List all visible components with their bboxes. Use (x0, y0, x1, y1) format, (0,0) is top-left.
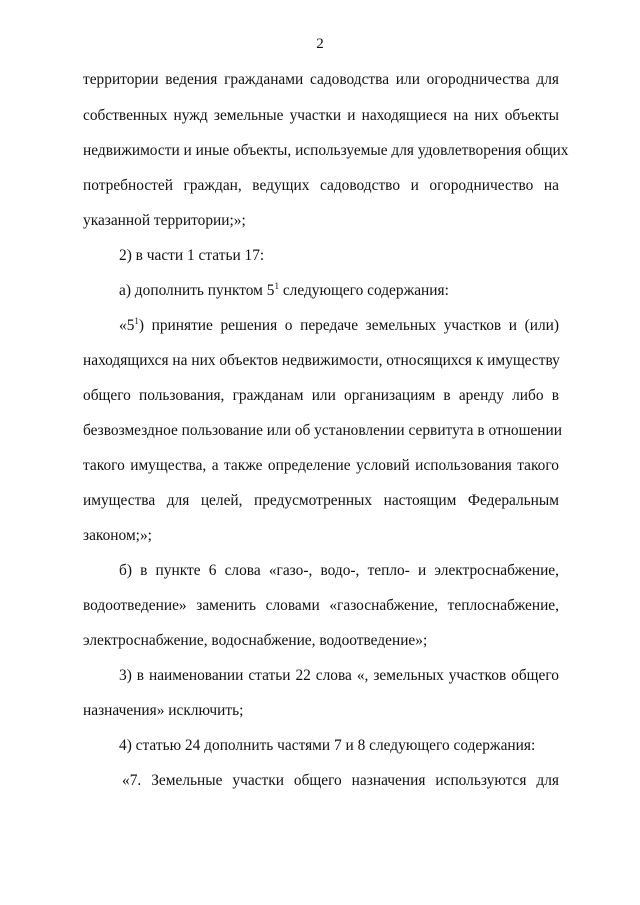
text-fragment: а) дополнить пунктом 5 (119, 282, 275, 299)
text-line: электроснабжение, водоснабжение, водоотведение»; (83, 632, 428, 649)
text-line: назначения» исключить; (83, 702, 244, 719)
list-item-heading: 4) статью 24 дополнить частями 7 и 8 следующего содержания: (119, 737, 536, 754)
text-line: находящихся на них объектов недвижимости, относящихся к имуществу (83, 352, 560, 369)
quoted-paragraph-start (119, 316, 559, 336)
text-line: потребностей граждан, ведущих садоводство и огородничество на (83, 177, 559, 194)
text-line: имущества для целей, предусмотренных настоящим Федеральным (83, 492, 559, 509)
text-fragment: «5 (119, 317, 135, 334)
text-line: такого имущества, а также определение условий использования такого (83, 457, 559, 474)
text-line: недвижимости и иные объекты, используемые для удовлетворения общих (83, 142, 569, 159)
text-line: законом;»; (83, 527, 152, 544)
list-item-text (119, 281, 449, 301)
text-fragment: ) принятие решения о передаче земельных участков и (или) (138, 317, 559, 334)
text-line: указанной территории;»; (83, 212, 246, 229)
text-line: водоотведение» заменить словами «газоснабжение, теплоснабжение, (83, 597, 559, 614)
text-line: б) в пункте 6 слова «газо-, водо-, тепло- и электроснабжение, (119, 562, 559, 579)
text-fragment: следующего содержания: (278, 282, 449, 299)
text-line: «7. Земельные участки общего назначения используются для (122, 772, 559, 789)
text-line: общего пользования, гражданам или организациям в аренду либо в (83, 387, 559, 404)
superscript: 1 (134, 316, 139, 326)
page-number: 2 (316, 36, 324, 52)
text-line: безвозмездное пользование или об установлении сервитута в отношении (83, 422, 563, 439)
text-line: территории ведения гражданами садоводства или огородничества для (83, 71, 559, 88)
text-line: собственных нужд земельные участки и находящиеся на них объекты (83, 107, 559, 124)
text-line: 3) в наименовании статьи 22 слова «, земельных участков общего (119, 667, 559, 684)
superscript: 1 (274, 281, 279, 291)
list-item-heading: 2) в части 1 статьи 17: (119, 247, 265, 264)
